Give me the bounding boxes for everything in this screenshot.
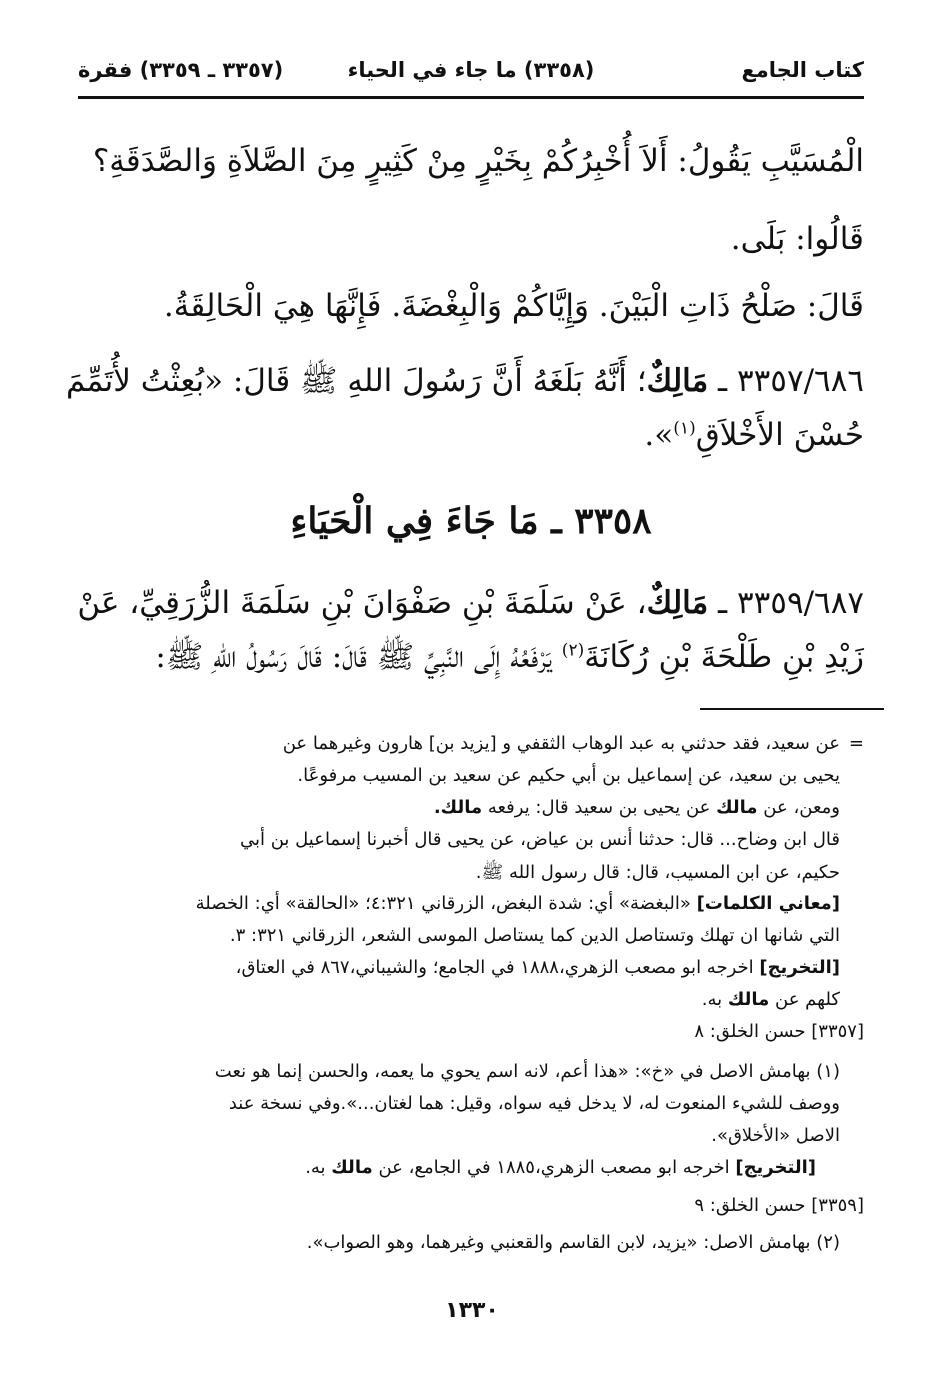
continuation-mark: = (848, 733, 864, 754)
hadith-text-end: ». (644, 417, 674, 453)
hadith-text: ، عَنْ سَلَمَةَ بْنِ صَفْوَانَ بْنِ سَلَمَةَ الزُّرَقِيِّ، عَنْ (77, 585, 647, 621)
note-line: [٣٣٥٧] حسن الخلق: ٨ (694, 1021, 864, 1042)
hadith-number: ٣٣٥٩/٦٨٧ (737, 585, 864, 621)
note-line: (١) بهامش الاصل في «خ»: «هذا أعم، لانه اسم يحوي ما يعمه، والحسن إنما هو نعت (214, 1061, 840, 1082)
hadith-text: يَرْفَعُهُ إِلَى النَّبِيِّ ﷺ قَالَ: قَالَ رَسُولُ اللهِ ﷺ: (155, 639, 562, 675)
hadith-687-line-1 (77, 585, 864, 621)
hadith-687-line-2 (155, 639, 864, 675)
note-line: قال ابن وضاح... قال: حدثنا أنس بن عياض، عن يحيى قال أخبرنا إسماعيل بن أبي (239, 829, 840, 850)
footnote-ref-1: (١) (673, 418, 696, 439)
note-text: ومعن، عن (757, 797, 840, 818)
main-line-3: قَالَ: صَلْحُ ذَاتِ الْبَيْنَ. وَإِيَّاكُمْ وَالْبِغْضَةَ. فَإِنَّهَا هِيَ الْحَالِقَةُ. (163, 288, 864, 324)
note-text: اخرجه ابو مصعب الزهري،١٨٨٥ في الجامع، عن (372, 1157, 736, 1178)
hadith-text: زَيْدِ بْنِ طَلْحَةَ بْنِ رُكَانَةَ (584, 639, 864, 675)
note-line (196, 893, 840, 914)
narrator-name: مَالِكٌ (646, 585, 709, 621)
note-text: به. (701, 989, 728, 1010)
hadith-number: ٣٣٥٧/٦٨٦ (737, 363, 864, 399)
main-line-2: قَالُوا: بَلَى. (730, 221, 864, 257)
note-name: مالك (716, 797, 758, 818)
chapter-title: ٣٣٥٨ ـ مَا جَاءَ فِي الْحَيَاءِ (290, 500, 652, 542)
note-line: عن سعيد، فقد حدثني به عبد الوهاب الثقفي و [يزيد بن] هارون وغيرهما عن (282, 733, 840, 754)
note-name: مالك (727, 989, 770, 1010)
note-line: التي شانها ان تهلك وتستاصل الدين كما يستاصل الموسى الشعر، الزرقاني ٣٢١: ٣. (229, 925, 840, 946)
note-text: اخرجه ابو مصعب الزهري،١٨٨٨ في الجامع؛ والشيباني،٨٦٧ في العتاق، (235, 957, 760, 978)
note-line (434, 797, 840, 818)
note-line: (٢) بهامش الاصل: «يزيد، لابن القاسم والقعنبي وغيرهما، وهو الصواب». (306, 1232, 840, 1253)
running-header (78, 58, 864, 92)
page-number: ١٣٣٠ (445, 1298, 499, 1323)
header-rule (78, 96, 864, 99)
hadith-686-line-1 (66, 363, 864, 399)
footnote-separator (700, 708, 884, 710)
note-line (702, 989, 840, 1010)
header-paragraph-range: (٣٣٥٧ ـ ٣٣٥٩) فقرة (78, 58, 284, 82)
note-line: حكيم، عن ابن المسيب، قال: قال رسول الله ﷺ. (475, 862, 840, 883)
footnote-ref-2: (٢) (561, 640, 585, 661)
note-line (236, 957, 840, 978)
header-chapter-title: (٣٣٥٨) ما جاء في الحياء (347, 58, 595, 82)
note-text: «البغضة» أي: شدة البغض، الزرقاني ٤:٣٢١؛ «الحالقة» أي: الخصلة (195, 893, 697, 914)
hadith-text: حُسْنَ الأَخْلاَقِ (695, 417, 864, 453)
note-line: ووصف للشيء المنعوت له، لا يدخل فيه سواه، وقيل: هما لغتان...».وفي نسخة عند (228, 1093, 840, 1114)
note-label: [التخريج] (759, 957, 840, 978)
note-line: يحيى بن سعيد، عن إسماعيل بن أبي حكيم عن سعيد بن المسيب مرفوعًا. (297, 765, 840, 786)
note-text: كلهم عن (769, 989, 840, 1010)
hadith-686-line-2 (644, 417, 864, 453)
dash: ـ (708, 585, 737, 621)
note-line: الاصل «الأخلاق». (711, 1125, 840, 1146)
header-book-title: كتاب الجامع (741, 58, 864, 82)
note-text: عن يحيى بن سعيد قال: يرفعه (482, 797, 717, 818)
hadith-text: ؛ أَنَّهُ بَلَغَهُ أَنَّ رَسُولَ اللهِ ﷺ قَالَ: «بُعِثْتُ لأُتَمِّمَ (66, 363, 647, 399)
note-name: مالك (331, 1157, 373, 1178)
note-line: [٣٣٥٩] حسن الخلق: ٩ (694, 1195, 864, 1216)
dash: ـ (708, 363, 737, 399)
note-line (305, 1157, 816, 1178)
note-name: مالك. (433, 797, 483, 818)
narrator-name: مَالِكٌ (646, 363, 709, 399)
main-line-1: الْمُسَيَّبِ يَقُولُ: أَلاَ أُخْبِرُكُمْ بِخَيْرٍ مِنْ كَثِيرٍ مِنَ الصَّلاَةِ وَالصَّدَقَةِ؟ (92, 143, 864, 179)
note-label: [التخريج] (735, 1157, 816, 1178)
note-text: به. (305, 1157, 332, 1178)
note-label: [معاني الكلمات] (696, 893, 840, 914)
